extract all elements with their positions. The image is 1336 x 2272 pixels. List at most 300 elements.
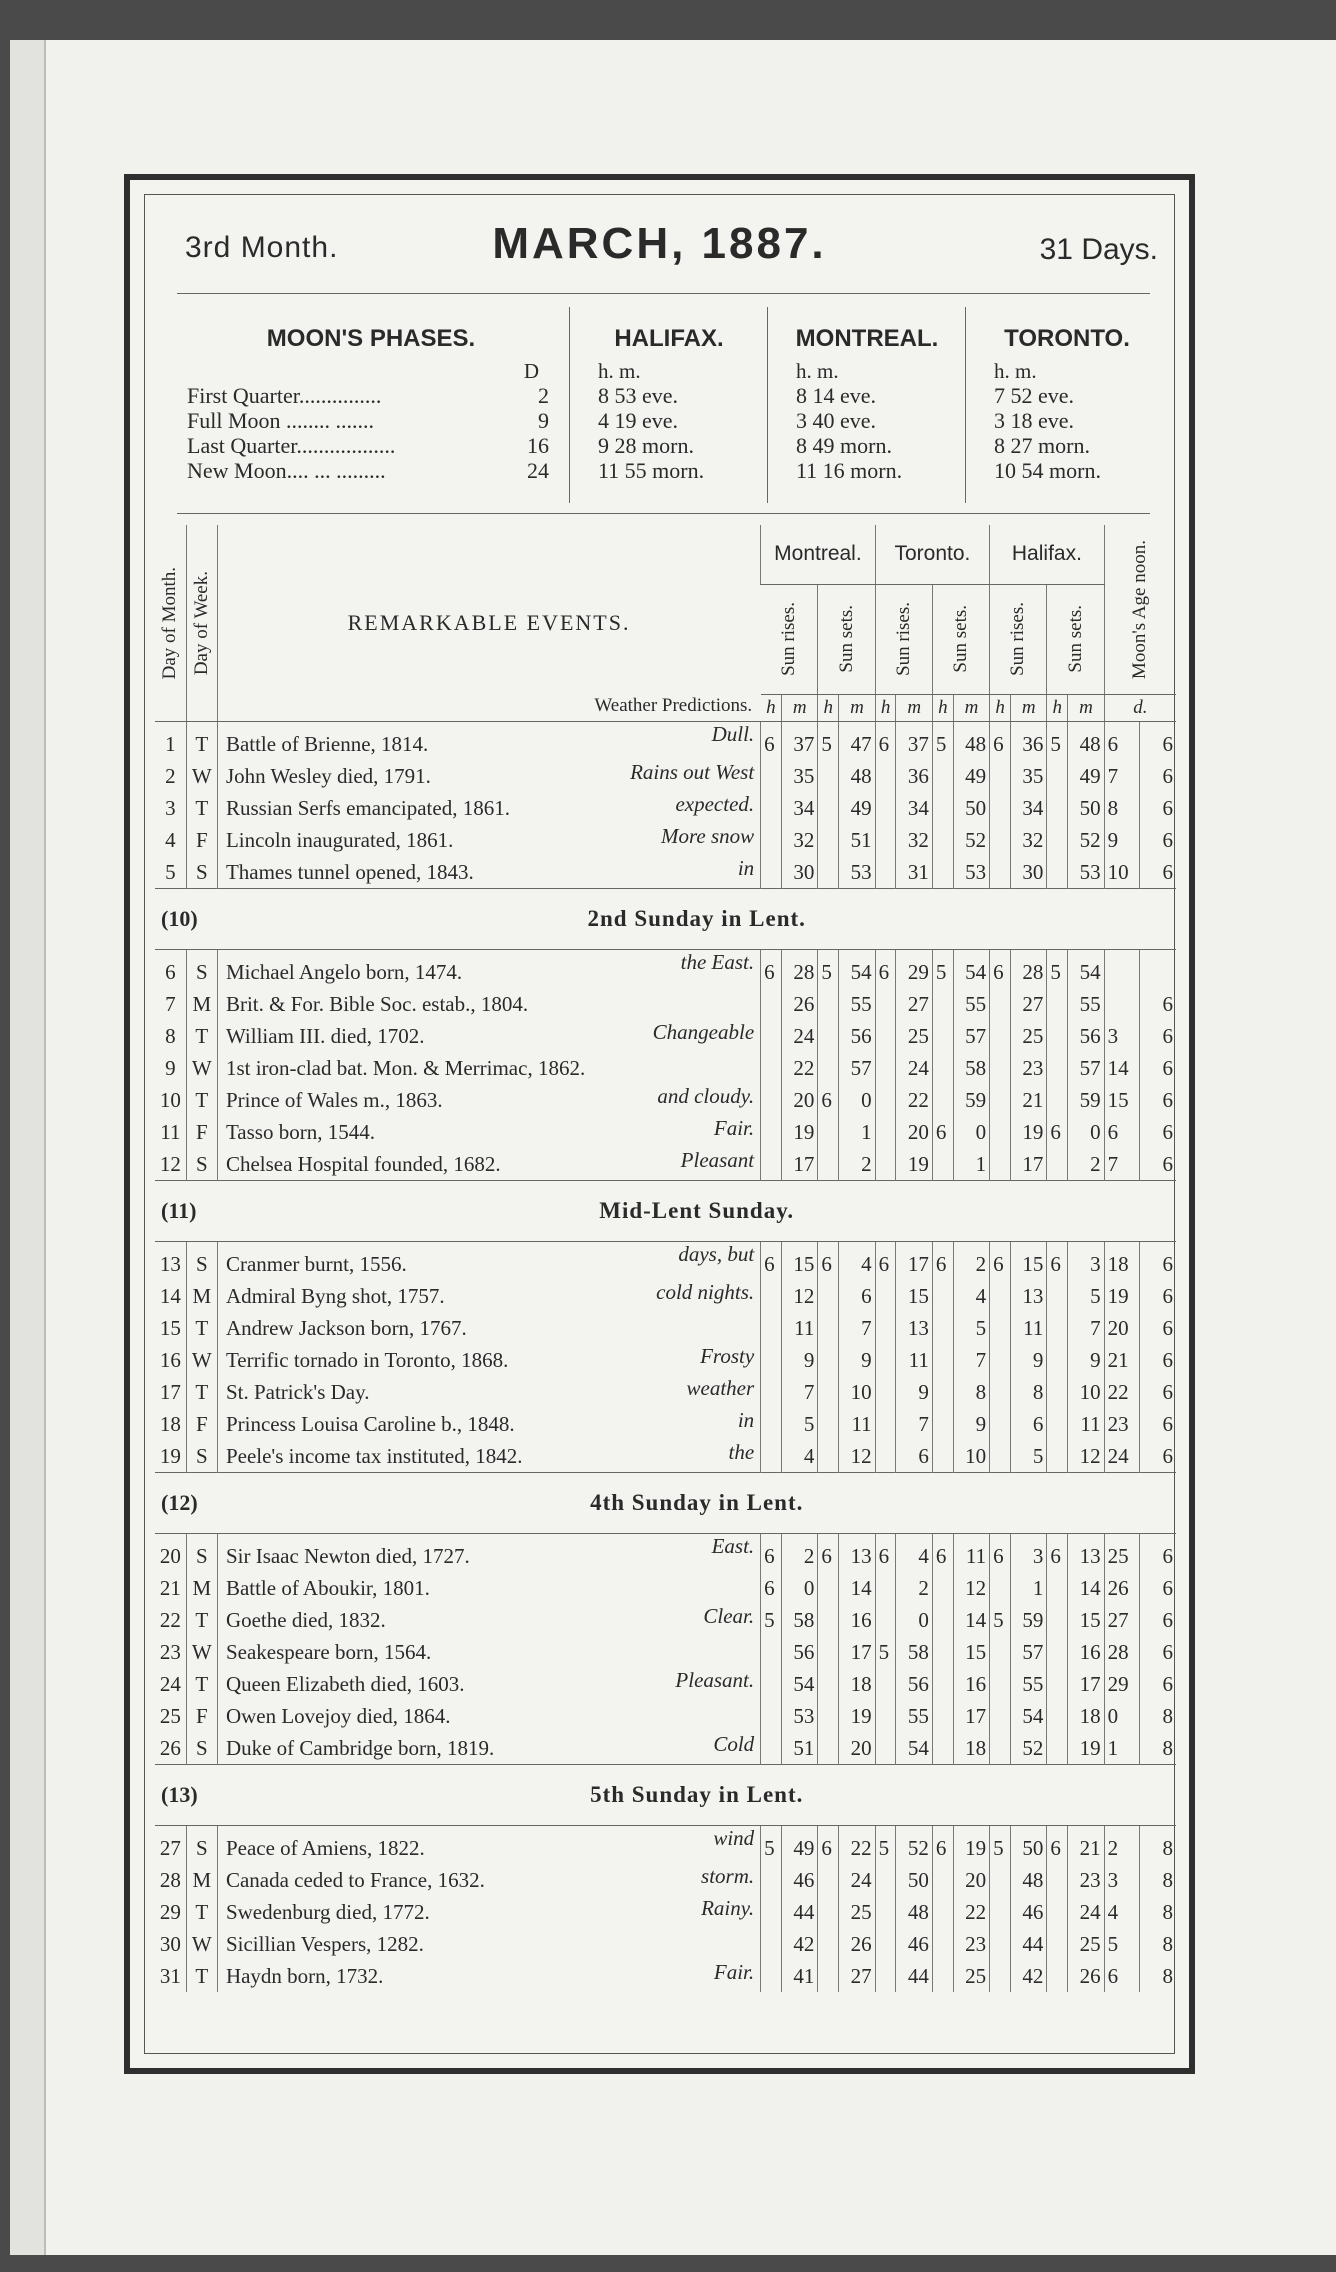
time-cell-tr-m: 31 — [896, 856, 932, 889]
time-cell-tr-h — [875, 1864, 896, 1896]
time-cell-tr-h — [875, 1116, 896, 1148]
time-cell-age — [1104, 988, 1139, 1020]
time-cell-age: 6 — [1104, 1960, 1139, 1992]
time-cell-ms-m: 10 — [839, 1376, 875, 1408]
time-cell-age2: 8 — [1140, 1896, 1176, 1928]
table-row — [155, 1604, 1176, 1636]
days-count: 31 Days. — [1039, 233, 1158, 266]
time-cell-ts-m: 50 — [953, 792, 989, 824]
event-text: Swedenburg died, 1772. — [225, 1899, 430, 1924]
time-cell-hs-m: 11 — [1068, 1408, 1104, 1440]
time-cell-tr-m: 19 — [896, 1148, 932, 1181]
weather-prediction: Changeable — [652, 1020, 755, 1044]
time-cell-tr-m: 44 — [896, 1960, 932, 1992]
day-of-month: 24 — [159, 1671, 181, 1696]
time-cell-hs-m: 5 — [1068, 1280, 1104, 1312]
day-of-week: W — [186, 1052, 217, 1084]
time-cell-mr-m: 0 — [781, 1572, 817, 1604]
time-cell-mr-m: 11 — [781, 1312, 817, 1344]
time-cell-hr-m: 21 — [1010, 1084, 1046, 1116]
time-cell-hr-m: 50 — [1010, 1826, 1046, 1865]
time-cell-hr-m: 30 — [1010, 856, 1046, 889]
time-cell-hs-h — [1047, 1052, 1068, 1084]
toronto-heading: TORONTO. — [1004, 325, 1130, 352]
time-cell-ts-m: 5 — [953, 1312, 989, 1344]
time-cell-tr-m: 50 — [896, 1864, 932, 1896]
time-cell-mr-m: 26 — [781, 988, 817, 1020]
time-cell-ts-h: 6 — [932, 1242, 953, 1281]
time-cell-age2: 8 — [1140, 1960, 1176, 1992]
time-cell-age2: 6 — [1140, 988, 1176, 1020]
time-cell-mr-h — [761, 856, 782, 889]
table-row — [155, 1242, 1176, 1281]
event-text: Andrew Jackson born, 1767. — [225, 1315, 467, 1340]
hours-unit: h — [818, 694, 839, 721]
time-cell-ts-m: 22 — [953, 1896, 989, 1928]
time-cell-age2: 6 — [1140, 1604, 1176, 1636]
table-row — [155, 722, 1176, 761]
day-of-week: S — [186, 1148, 217, 1181]
time-cell-age: 1 — [1104, 1732, 1139, 1765]
weather-prediction: Rainy. — [701, 1896, 755, 1920]
time-cell-tr-h — [875, 1084, 896, 1116]
table-row — [155, 1376, 1176, 1408]
time-cell-age: 10 — [1104, 856, 1139, 889]
time-cell-hr-h — [990, 1572, 1011, 1604]
time-cell-mr-m: 4 — [781, 1440, 817, 1473]
time-cell-tr-m: 52 — [896, 1826, 932, 1865]
time-cell-tr-m: 37 — [896, 722, 932, 761]
time-cell-hr-m: 48 — [1010, 1864, 1046, 1896]
time-cell-ts-h — [932, 792, 953, 824]
table-header-row — [155, 525, 1176, 584]
weather-prediction: storm. — [701, 1864, 755, 1888]
time-cell-ts-h: 5 — [932, 722, 953, 761]
day-of-month: 16 — [159, 1347, 181, 1372]
time-cell-ms-m: 25 — [839, 1896, 875, 1928]
day-of-week: M — [186, 1864, 217, 1896]
time-cell-age2: 8 — [1140, 1864, 1176, 1896]
time-cell-hr-h — [990, 1960, 1011, 1992]
time-cell-ms-h — [818, 1928, 839, 1960]
time-cell-ms-m: 11 — [839, 1408, 875, 1440]
time-cell-ts-m: 12 — [953, 1572, 989, 1604]
table-row — [155, 824, 1176, 856]
time-cell-tr-m: 13 — [896, 1312, 932, 1344]
time-cell-mr-h — [761, 792, 782, 824]
calendar-frame — [124, 174, 1195, 2074]
time-cell-hr-h — [990, 1700, 1011, 1732]
week-number: (10) — [155, 889, 217, 950]
time-cell-age2: 6 — [1140, 1116, 1176, 1148]
time-cell-tr-h — [875, 1312, 896, 1344]
time-cell-ms-m: 4 — [839, 1242, 875, 1281]
time-cell-hr-h — [990, 1116, 1011, 1148]
table-row — [155, 1534, 1176, 1573]
time-cell-hr-m: 1 — [1010, 1572, 1046, 1604]
time-cell-ts-h: 6 — [932, 1826, 953, 1865]
weather-prediction: expected. — [675, 792, 755, 816]
time-cell-ts-h — [932, 1668, 953, 1700]
time-cell-tr-h — [875, 824, 896, 856]
time-cell-age2: 6 — [1140, 1534, 1176, 1573]
time-cell-ts-m: 14 — [953, 1604, 989, 1636]
time-cell-hs-h — [1047, 1312, 1068, 1344]
time-cell-tr-h — [875, 1572, 896, 1604]
event-cell — [217, 1344, 760, 1376]
hours-unit: h — [875, 694, 896, 721]
title-row — [145, 217, 1174, 277]
time-cell-age: 3 — [1104, 1864, 1139, 1896]
day-of-month: 13 — [159, 1251, 181, 1276]
time-cell-ts-m: 49 — [953, 760, 989, 792]
time-cell-ts-h — [932, 760, 953, 792]
time-cell-mr-h — [761, 1864, 782, 1896]
time-cell-ms-h: 6 — [818, 1084, 839, 1116]
time-cell-hr-m: 35 — [1010, 760, 1046, 792]
minutes-unit: m — [896, 694, 932, 721]
time-cell-ms-h — [818, 1116, 839, 1148]
table-row — [155, 988, 1176, 1020]
time-cell-ms-m: 27 — [839, 1960, 875, 1992]
time-cell-hs-h — [1047, 1084, 1068, 1116]
time-cell-hr-m: 9 — [1010, 1344, 1046, 1376]
day-of-week: T — [186, 1604, 217, 1636]
time-cell-hr-m: 17 — [1010, 1148, 1046, 1181]
time-cell-mr-h — [761, 1280, 782, 1312]
time-cell-ts-h — [932, 1864, 953, 1896]
time-cell-hr-h — [990, 1052, 1011, 1084]
time-cell-hs-h — [1047, 1148, 1068, 1181]
time-cell-ts-h — [932, 988, 953, 1020]
table-row — [155, 1572, 1176, 1604]
time-cell-age: 14 — [1104, 1052, 1139, 1084]
day-of-week: T — [186, 1020, 217, 1052]
event-text: Sicillian Vespers, 1282. — [225, 1931, 424, 1956]
page-title: MARCH, 1887. — [492, 219, 827, 268]
month-number: 3rd Month. — [185, 231, 339, 264]
time-cell-ms-m: 56 — [839, 1020, 875, 1052]
time-cell-tr-h — [875, 1668, 896, 1700]
time-cell-ms-h — [818, 1280, 839, 1312]
event-text: Goethe died, 1832. — [225, 1607, 386, 1632]
time-cell-ms-h — [818, 1864, 839, 1896]
time-cell-tr-h — [875, 1440, 896, 1473]
moon-phases-title: MOON'S PHASES. — [266, 325, 476, 352]
sunday-row — [155, 1181, 1176, 1242]
moon-phase-time-halifax: 11 55 morn. — [598, 458, 705, 483]
time-cell-tr-m: 6 — [896, 1440, 932, 1473]
time-cell-ms-m: 51 — [839, 824, 875, 856]
time-cell-tr-m: 25 — [896, 1020, 932, 1052]
table-row — [155, 1960, 1176, 1992]
event-text: Brit. & For. Bible Soc. estab., 1804. — [225, 991, 529, 1016]
time-cell-hr-h — [990, 1636, 1011, 1668]
table-row — [155, 1440, 1176, 1473]
time-cell-hr-m: 19 — [1010, 1116, 1046, 1148]
sun-sets-heading: Sun sets. — [950, 605, 972, 673]
day-of-week: S — [186, 856, 217, 889]
halifax-heading: Halifax. — [990, 525, 1105, 584]
event-cell — [217, 1280, 760, 1312]
time-cell-tr-h — [875, 856, 896, 889]
time-cell-ms-h — [818, 1408, 839, 1440]
time-cell-age2: 6 — [1140, 1020, 1176, 1052]
time-cell-ts-m: 0 — [953, 1116, 989, 1148]
hm-label: h. m. — [994, 359, 1037, 383]
time-cell-ms-h — [818, 1604, 839, 1636]
moon-phase-label: New Moon.... ... ......... — [187, 458, 386, 483]
time-cell-mr-h — [761, 1896, 782, 1928]
event-cell — [217, 856, 760, 889]
time-cell-ms-m: 57 — [839, 1052, 875, 1084]
time-cell-ms-m: 19 — [839, 1700, 875, 1732]
day-of-month: 14 — [159, 1283, 181, 1308]
day-of-week: S — [186, 1826, 217, 1865]
time-cell-ts-m: 54 — [953, 950, 989, 989]
day-of-month-heading: Day of Month. — [159, 566, 181, 680]
time-cell-age2: 8 — [1140, 1928, 1176, 1960]
time-cell-ms-m: 17 — [839, 1636, 875, 1668]
time-cell-ts-m: 20 — [953, 1864, 989, 1896]
day-of-month: 20 — [159, 1543, 181, 1568]
moon-phase-time-montreal: 11 16 morn. — [796, 458, 903, 483]
day-of-week: S — [186, 950, 217, 989]
time-cell-ms-m: 47 — [839, 722, 875, 761]
moon-phases-block — [173, 307, 1154, 503]
time-cell-ms-h — [818, 988, 839, 1020]
divider — [177, 513, 1150, 514]
time-cell-ms-m: 13 — [839, 1534, 875, 1573]
day-of-month: 18 — [159, 1411, 181, 1436]
time-cell-ts-m: 8 — [953, 1376, 989, 1408]
weather-prediction: cold nights. — [656, 1280, 755, 1304]
time-cell-hr-h — [990, 1864, 1011, 1896]
time-cell-hs-h — [1047, 1732, 1068, 1765]
minutes-unit: m — [1010, 694, 1046, 721]
event-text: Seakespeare born, 1564. — [225, 1639, 432, 1664]
time-cell-mr-h — [761, 824, 782, 856]
time-cell-mr-h: 6 — [761, 1534, 782, 1573]
time-cell-mr-m: 15 — [781, 1242, 817, 1281]
time-cell-age: 21 — [1104, 1344, 1139, 1376]
time-cell-hr-h: 6 — [990, 1534, 1011, 1573]
weather-prediction: Clear. — [703, 1604, 755, 1628]
sunday-row — [155, 1765, 1176, 1826]
time-cell-hr-m: 42 — [1010, 1960, 1046, 1992]
time-cell-age: 2 — [1104, 1826, 1139, 1865]
time-cell-age2: 6 — [1140, 760, 1176, 792]
table-row — [155, 1896, 1176, 1928]
time-cell-tr-h — [875, 1408, 896, 1440]
day-of-week-heading: Day of Week. — [190, 570, 212, 676]
weather-heading: Weather Predictions. — [594, 695, 753, 717]
time-cell-hs-h: 6 — [1047, 1826, 1068, 1865]
time-cell-age2: 6 — [1140, 1242, 1176, 1281]
time-cell-age: 6 — [1104, 1116, 1139, 1148]
days-unit: d. — [1104, 694, 1176, 721]
time-cell-age: 29 — [1104, 1668, 1139, 1700]
time-cell-hs-h — [1047, 1668, 1068, 1700]
day-of-week: T — [186, 1668, 217, 1700]
time-cell-ts-h — [932, 1148, 953, 1181]
time-cell-age: 5 — [1104, 1928, 1139, 1960]
event-cell — [217, 824, 760, 856]
day-of-week: W — [186, 760, 217, 792]
day-of-week: T — [186, 1376, 217, 1408]
time-cell-hs-h — [1047, 760, 1068, 792]
time-cell-tr-m: 27 — [896, 988, 932, 1020]
time-cell-mr-h — [761, 1376, 782, 1408]
time-cell-ts-m: 25 — [953, 1960, 989, 1992]
weather-prediction: East. — [711, 1534, 755, 1558]
time-cell-hs-h — [1047, 1928, 1068, 1960]
time-cell-ms-m: 48 — [839, 760, 875, 792]
toronto-column — [965, 307, 1168, 503]
time-cell-tr-m: 24 — [896, 1052, 932, 1084]
table-row — [155, 1668, 1176, 1700]
time-cell-mr-h — [761, 1732, 782, 1765]
time-cell-ts-m: 55 — [953, 988, 989, 1020]
time-cell-hs-m: 10 — [1068, 1376, 1104, 1408]
time-cell-hr-h — [990, 1020, 1011, 1052]
moon-phase-label: First Quarter............... — [187, 383, 382, 408]
time-cell-tr-m: 7 — [896, 1408, 932, 1440]
time-cell-mr-m: 2 — [781, 1534, 817, 1573]
toronto-heading: Toronto. — [875, 525, 989, 584]
time-cell-tr-m: 48 — [896, 1896, 932, 1928]
moon-age-heading: Moon's Age noon. — [1129, 539, 1151, 679]
time-cell-tr-h — [875, 1732, 896, 1765]
moon-phase-time-halifax: 9 28 morn. — [598, 433, 694, 458]
day-of-week: T — [186, 1960, 217, 1992]
time-cell-age: 7 — [1104, 1148, 1139, 1181]
time-cell-ms-h — [818, 856, 839, 889]
weather-prediction: Cold — [713, 1732, 755, 1756]
day-of-month: 9 — [165, 1055, 176, 1080]
event-cell — [217, 1534, 760, 1573]
time-cell-hr-m: 57 — [1010, 1636, 1046, 1668]
weather-prediction: weather — [686, 1376, 755, 1400]
table-row — [155, 1116, 1176, 1148]
event-text: Chelsea Hospital founded, 1682. — [225, 1151, 501, 1176]
time-cell-hr-h: 5 — [990, 1826, 1011, 1865]
weather-prediction: the — [728, 1440, 755, 1464]
day-of-month: 23 — [159, 1639, 181, 1664]
event-cell — [217, 1116, 760, 1148]
sunday-name: 5th Sunday in Lent. — [217, 1765, 1176, 1826]
time-cell-ts-h — [932, 824, 953, 856]
moon-phase-row — [173, 383, 569, 408]
day-of-week: F — [186, 824, 217, 856]
time-cell-hs-h — [1047, 1960, 1068, 1992]
table-row — [155, 1148, 1176, 1181]
moon-phase-day: 9 — [538, 408, 549, 433]
event-cell — [217, 1440, 760, 1473]
day-of-month: 8 — [165, 1023, 176, 1048]
time-cell-hr-m: 8 — [1010, 1376, 1046, 1408]
time-cell-hs-h — [1047, 1376, 1068, 1408]
time-cell-ms-h: 6 — [818, 1826, 839, 1865]
event-text: Terrific tornado in Toronto, 1868. — [225, 1347, 509, 1372]
sun-rises-heading: Sun rises. — [1007, 602, 1029, 677]
time-cell-tr-h — [875, 1604, 896, 1636]
table-row — [155, 1052, 1176, 1084]
time-cell-age2: 6 — [1140, 1408, 1176, 1440]
hours-unit: h — [761, 694, 782, 721]
time-cell-hs-m: 54 — [1068, 950, 1104, 989]
time-cell-age: 25 — [1104, 1534, 1139, 1573]
weather-prediction: Rains out West — [630, 760, 755, 784]
time-cell-age: 6 — [1104, 722, 1139, 761]
montreal-heading: MONTREAL. — [795, 325, 939, 352]
time-cell-tr-h: 5 — [875, 1826, 896, 1865]
time-cell-hs-h — [1047, 1572, 1068, 1604]
time-cell-tr-m: 17 — [896, 1242, 932, 1281]
time-cell-age2: 6 — [1140, 856, 1176, 889]
time-cell-ts-m: 59 — [953, 1084, 989, 1116]
event-cell — [217, 1052, 760, 1084]
time-cell-mr-h — [761, 1344, 782, 1376]
day-of-week: S — [186, 1440, 217, 1473]
day-of-week: F — [186, 1700, 217, 1732]
time-cell-tr-h — [875, 1700, 896, 1732]
time-cell-ts-m: 16 — [953, 1668, 989, 1700]
time-cell-age2: 8 — [1140, 1732, 1176, 1765]
time-cell-hs-m: 26 — [1068, 1960, 1104, 1992]
time-cell-age2: 6 — [1140, 1376, 1176, 1408]
time-cell-mr-h — [761, 1020, 782, 1052]
time-cell-mr-h — [761, 760, 782, 792]
time-cell-tr-h: 6 — [875, 1242, 896, 1281]
time-cell-hr-m: 55 — [1010, 1668, 1046, 1700]
time-cell-ts-h — [932, 1408, 953, 1440]
table-row — [155, 950, 1176, 989]
time-cell-hs-m: 24 — [1068, 1896, 1104, 1928]
time-cell-mr-m: 19 — [781, 1116, 817, 1148]
events-heading — [217, 525, 760, 722]
time-cell-tr-m: 15 — [896, 1280, 932, 1312]
time-cell-ts-h — [932, 856, 953, 889]
table-row — [155, 1280, 1176, 1312]
day-of-month: 11 — [160, 1119, 181, 1144]
time-cell-ts-h — [932, 1280, 953, 1312]
time-cell-age2: 6 — [1140, 1312, 1176, 1344]
time-cell-mr-m: 41 — [781, 1960, 817, 1992]
time-cell-ts-h — [932, 1700, 953, 1732]
table-row — [155, 856, 1176, 889]
weather-prediction: Pleasant — [680, 1148, 755, 1172]
binding-edge — [10, 40, 46, 2255]
time-cell-hs-h: 6 — [1047, 1242, 1068, 1281]
event-text: Thames tunnel opened, 1843. — [225, 859, 474, 884]
time-cell-ts-h: 6 — [932, 1534, 953, 1573]
day-column-label: D — [523, 359, 539, 383]
time-cell-ts-m: 4 — [953, 1280, 989, 1312]
time-cell-ms-h — [818, 1020, 839, 1052]
day-of-week: T — [186, 1312, 217, 1344]
event-text: Prince of Wales m., 1863. — [225, 1087, 443, 1112]
time-cell-hs-m: 2 — [1068, 1148, 1104, 1181]
hm-label: h. m. — [796, 359, 839, 383]
time-cell-hr-h: 6 — [990, 722, 1011, 761]
event-text: Owen Lovejoy died, 1864. — [225, 1703, 451, 1728]
event-text: Michael Angelo born, 1474. — [225, 959, 463, 984]
hours-unit: h — [990, 694, 1011, 721]
montreal-column — [767, 307, 966, 503]
time-cell-hr-h — [990, 1896, 1011, 1928]
divider — [177, 293, 1150, 294]
